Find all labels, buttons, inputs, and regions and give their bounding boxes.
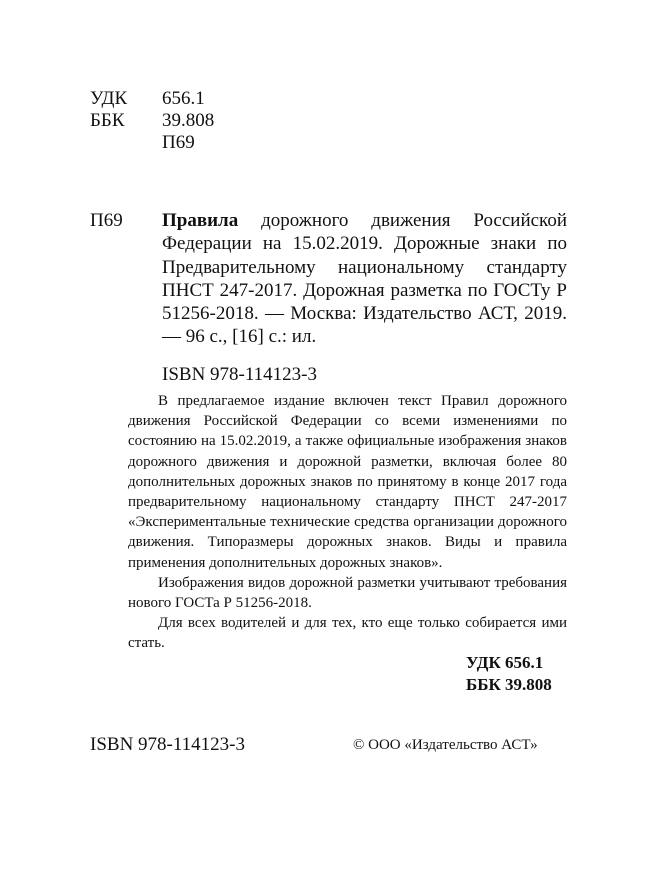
- bibliographic-entry: [162, 209, 567, 349]
- annotation-paragraph: В предлагаемое издание включен текст Правил дорожного движения Российской Федерации со всеми изменениями по состоянию на 15.02.2019, а также официальные изображения знаков дорожного движения и дорожной разметки, включая более 80 дополнительных дорожных знаков по принятому в конце 2017 года предварительному национальному стандарту ПНСТ 247-2017 «Экспериментальные технические средства организации дорожного движения. Типоразмеры дорожных знаков. Виды и правила применения дополнительных дорожных знаков».: [128, 393, 567, 571]
- entry-title-bold: Правила: [162, 210, 239, 231]
- udk-value: 656.1: [162, 88, 205, 109]
- isbn-bottom: ISBN 978-114123-3: [90, 734, 245, 755]
- author-mark-row: [90, 132, 214, 154]
- udk-bottom: УДК 656.1: [466, 653, 544, 672]
- index-bottom: [466, 652, 552, 696]
- bbk-row: [90, 110, 214, 132]
- copyright: © ООО «Издательство АСТ»: [353, 737, 538, 753]
- annotation-paragraph: Для всех водителей и для тех, кто еще только собирается ими стать.: [128, 615, 567, 652]
- udk-label: УДК: [90, 88, 128, 109]
- bbk-label: ББК: [90, 110, 125, 131]
- isbn-top: ISBN 978-114123-3: [162, 364, 317, 385]
- entry-code: П69: [90, 210, 123, 231]
- bbk-bottom: ББК 39.808: [466, 675, 552, 694]
- annotation: [128, 391, 567, 654]
- classification-block: [90, 88, 214, 154]
- author-mark: П69: [162, 132, 195, 153]
- udk-row: [90, 88, 214, 110]
- entry-text: дорожного движения Российской Федерации на 15.02.2019. Дорожные знаки по Предварительному национальному стандарту ПНСТ 247-2017. Дорожная разметка по ГОСТу Р 51256-2018. — Москва: Издательство АСТ, 2019. — 96 с., [16] с.: ил.: [162, 210, 567, 348]
- annotation-paragraph: Изображения видов дорожной разметки учитывают требования нового ГОСТа Р 51256-2018.: [128, 574, 567, 612]
- bbk-value: 39.808: [162, 110, 215, 131]
